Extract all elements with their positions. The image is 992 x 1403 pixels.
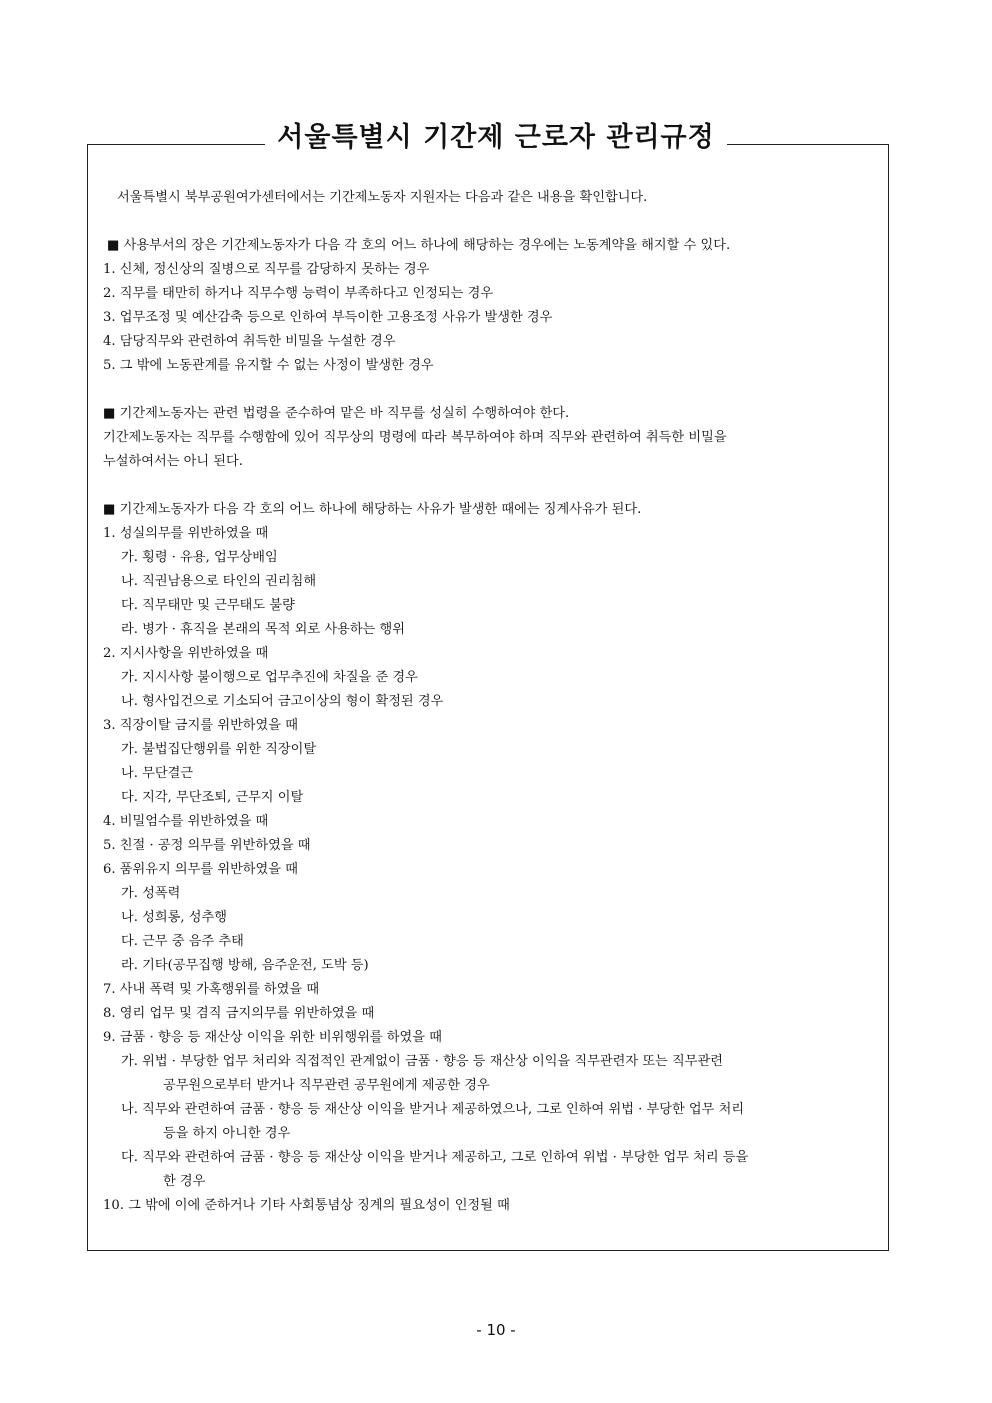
list-subitem: 가. 성폭력 [121, 886, 181, 901]
list-item: 10. 그 밖에 이에 준하거나 기타 사회통념상 징계의 필요성이 인정될 때 [103, 1198, 510, 1213]
list-subitem: 다. 직무와 관련하여 금품 · 향응 등 재산상 이익을 받거나 제공하고, 그로 인하여 위법 · 부당한 업무 처리 등을 [121, 1150, 749, 1165]
list-item: 7. 사내 폭력 및 가혹행위를 하였을 때 [103, 982, 320, 997]
list-item: 6. 품위유지 의무를 위반하였을 때 [103, 862, 298, 877]
list-item: 3. 업무조정 및 예산감축 등으로 인하여 부득이한 고용조정 사유가 발생한 경우 [103, 310, 553, 325]
list-subitem: 가. 위법 · 부당한 업무 처리와 직접적인 관계없이 금품 · 향응 등 재산상 이익을 직무관련자 또는 직무관련 [121, 1054, 723, 1069]
list-item: 1. 성실의무를 위반하였을 때 [103, 526, 269, 541]
list-subitem: 나. 형사입건으로 기소되어 금고이상의 형이 확정된 경우 [121, 694, 444, 709]
list-subitem: 다. 근무 중 음주 추태 [121, 934, 244, 949]
list-subitem: 가. 불법집단행위를 위한 직장이탈 [121, 742, 317, 757]
list-item: 9. 금품 · 향응 등 재산상 이익을 위한 비위행위를 하였을 때 [103, 1030, 442, 1045]
list-item: 2. 지시사항을 위반하였을 때 [103, 646, 269, 661]
title-wrap [0, 116, 992, 160]
bullet-square-icon: ■ [103, 502, 116, 517]
list-item: 8. 영리 업무 및 겸직 금지의무를 위반하였을 때 [103, 1006, 375, 1021]
list-subitem: 라. 기타(공무집행 방해, 음주운전, 도박 등) [121, 958, 369, 973]
list-item: 4. 담당직무와 관련하여 취득한 비밀을 누설한 경우 [103, 334, 396, 349]
bullet-square-icon: ■ [107, 238, 120, 253]
list-item: 5. 친절 · 공정 의무를 위반하였을 때 [103, 838, 311, 853]
list-subitem: 가. 지시사항 불이행으로 업무추진에 차질을 준 경우 [121, 670, 418, 685]
bullet-square-icon: ■ [103, 406, 116, 421]
section2-text: 기간제노동자는 직무를 수행함에 있어 직무상의 명령에 따라 복무하여야 하며 직무와 관련하여 취득한 비밀을 [103, 430, 727, 445]
list-item: 3. 직장이탈 금지를 위반하였을 때 [103, 718, 298, 733]
list-subitem-continued: 한 경우 [163, 1174, 206, 1189]
list-subitem: 나. 무단결근 [121, 766, 194, 781]
list-subitem-continued: 공무원으로부터 받거나 직무관련 공무원에게 제공한 경우 [163, 1078, 490, 1093]
list-item: 5. 그 밖에 노동관계를 유지할 수 없는 사정이 발생한 경우 [103, 358, 434, 373]
list-subitem-continued: 등을 하지 아니한 경우 [163, 1126, 291, 1141]
list-subitem: 나. 직무와 관련하여 금품 · 향응 등 재산상 이익을 받거나 제공하였으나, 그로 인하여 위법 · 부당한 업무 처리 [121, 1102, 745, 1117]
section3-heading: ■ 기간제노동자가 다음 각 호의 어느 하나에 해당하는 사유가 발생한 때에는 징계사유가 된다. [103, 502, 642, 517]
section2-heading: ■ 기간제노동자는 관련 법령을 준수하여 맡은 바 직무를 성실히 수행하여야 한다. [103, 406, 570, 421]
document-title: 서울특별시 기간제 근로자 관리규정 [265, 116, 726, 160]
list-subitem: 다. 지각, 무단조퇴, 근무지 이탈 [121, 790, 304, 805]
list-subitem: 가. 횡령 · 유용, 업무상배임 [121, 550, 278, 565]
section2-text: 누설하여서는 아니 된다. [103, 454, 243, 469]
list-subitem: 나. 직권남용으로 타인의 권리침해 [121, 574, 317, 589]
document-body [103, 186, 883, 1218]
list-item: 1. 신체, 정신상의 질병으로 직무를 감당하지 못하는 경우 [103, 262, 430, 277]
page-number: - 10 - [476, 1321, 516, 1339]
section1-heading: ■ 사용부서의 장은 기간제노동자가 다음 각 호의 어느 하나에 해당하는 경우에는 노동계약을 해지할 수 있다. [107, 238, 731, 253]
intro-text: 서울특별시 북부공원여가센터에서는 기간제노동자 지원자는 다음과 같은 내용을 확인합니다. [117, 190, 648, 205]
list-item: 2. 직무를 태만히 하거나 직무수행 능력이 부족하다고 인정되는 경우 [103, 286, 494, 301]
list-subitem: 라. 병가 · 휴직을 본래의 목적 외로 사용하는 행위 [121, 622, 405, 637]
list-subitem: 나. 성희롱, 성추행 [121, 910, 227, 925]
list-subitem: 다. 직무태만 및 근무태도 불량 [121, 598, 295, 613]
list-item: 4. 비밀엄수를 위반하였을 때 [103, 814, 269, 829]
